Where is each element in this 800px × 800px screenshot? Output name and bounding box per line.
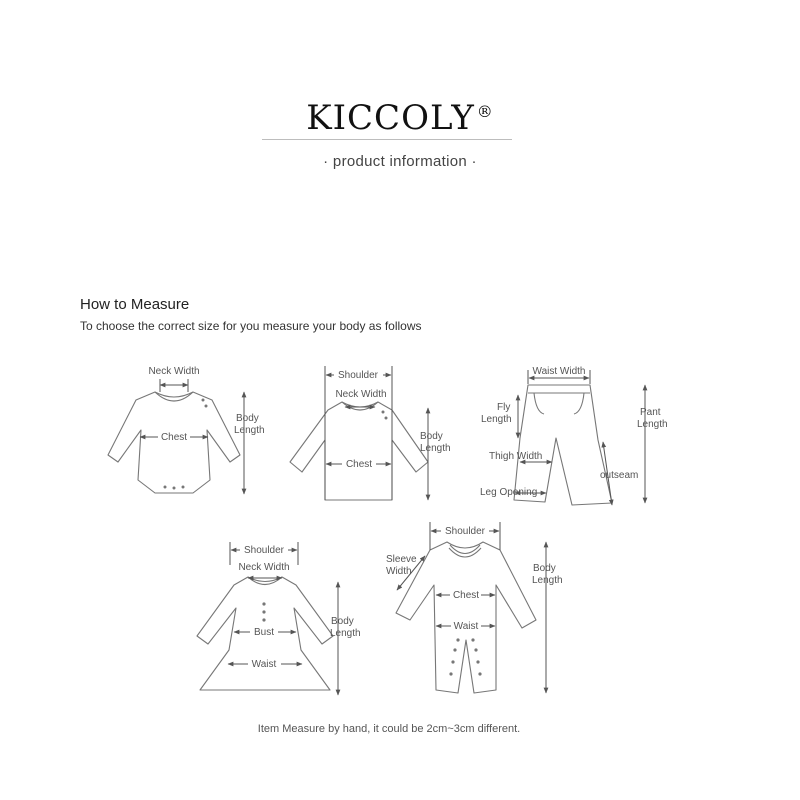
label-waist: Waist [251, 659, 277, 670]
tshirt-diagram [290, 366, 451, 500]
snap [453, 648, 456, 651]
label-chest: Chest [452, 590, 480, 601]
label-outseam: outseam [600, 470, 639, 481]
label-length: Length [330, 628, 361, 639]
button [262, 618, 265, 621]
section-subtitle: · product information · [323, 153, 477, 170]
label-waist: Waist [453, 621, 479, 632]
how-to-measure-title: How to Measure [80, 296, 190, 313]
button [202, 399, 205, 402]
button [205, 405, 208, 408]
pants-diagram [480, 366, 668, 505]
label-length: Length [420, 443, 451, 454]
label-neck-width: Neck Width [335, 389, 387, 400]
registered-mark: ® [476, 102, 494, 121]
snap [451, 660, 454, 663]
label-body: Body [331, 616, 354, 627]
label-thigh-width: Thigh Width [489, 451, 543, 462]
label-bust: Bust [253, 627, 275, 638]
tshirt-outline [290, 402, 428, 500]
label-shoulder: Shoulder [444, 526, 486, 537]
button [385, 417, 388, 420]
snap [173, 487, 176, 490]
label-pant: Pant [640, 407, 661, 418]
label-neck-width: Neck Width [238, 562, 290, 573]
snap [476, 660, 479, 663]
label-body: Body [420, 431, 443, 442]
button [262, 610, 265, 613]
measurement-disclaimer: Item Measure by hand, it could be 2cm~3cm different. [257, 723, 521, 735]
label-fly: Fly [497, 402, 511, 413]
label-width: Width [386, 566, 412, 577]
dress-diagram [197, 542, 361, 695]
label-chest: Chest [345, 459, 373, 470]
snap [471, 638, 474, 641]
snap [182, 486, 185, 489]
label-body: Body [236, 413, 259, 424]
label-chest: Chest [160, 432, 188, 443]
label-length: Length [532, 575, 563, 586]
button [382, 411, 385, 414]
label-waist-width: Waist Width [532, 366, 586, 377]
label-length: Length [234, 425, 265, 436]
romper-outline [396, 542, 536, 693]
label-shoulder: Shoulder [337, 370, 379, 381]
snap [456, 638, 459, 641]
label-sleeve: Sleeve [386, 554, 417, 565]
snap [474, 648, 477, 651]
how-to-measure-instructions: To choose the correct size for you measure your body as follows [80, 319, 422, 333]
brand-name: KICCOLY [306, 98, 475, 138]
snap [478, 672, 481, 675]
romper-diagram [386, 522, 563, 693]
label-length: Length [637, 419, 668, 430]
label-neck-width: Neck Width [148, 366, 200, 377]
label-shoulder: Shoulder [243, 545, 285, 556]
bodysuit-diagram [108, 366, 265, 494]
label-length: Length [481, 414, 512, 425]
snap [449, 672, 452, 675]
snap [164, 486, 167, 489]
label-body: Body [533, 563, 556, 574]
label-leg-opening: Leg Opening [480, 487, 538, 498]
button [262, 602, 265, 605]
